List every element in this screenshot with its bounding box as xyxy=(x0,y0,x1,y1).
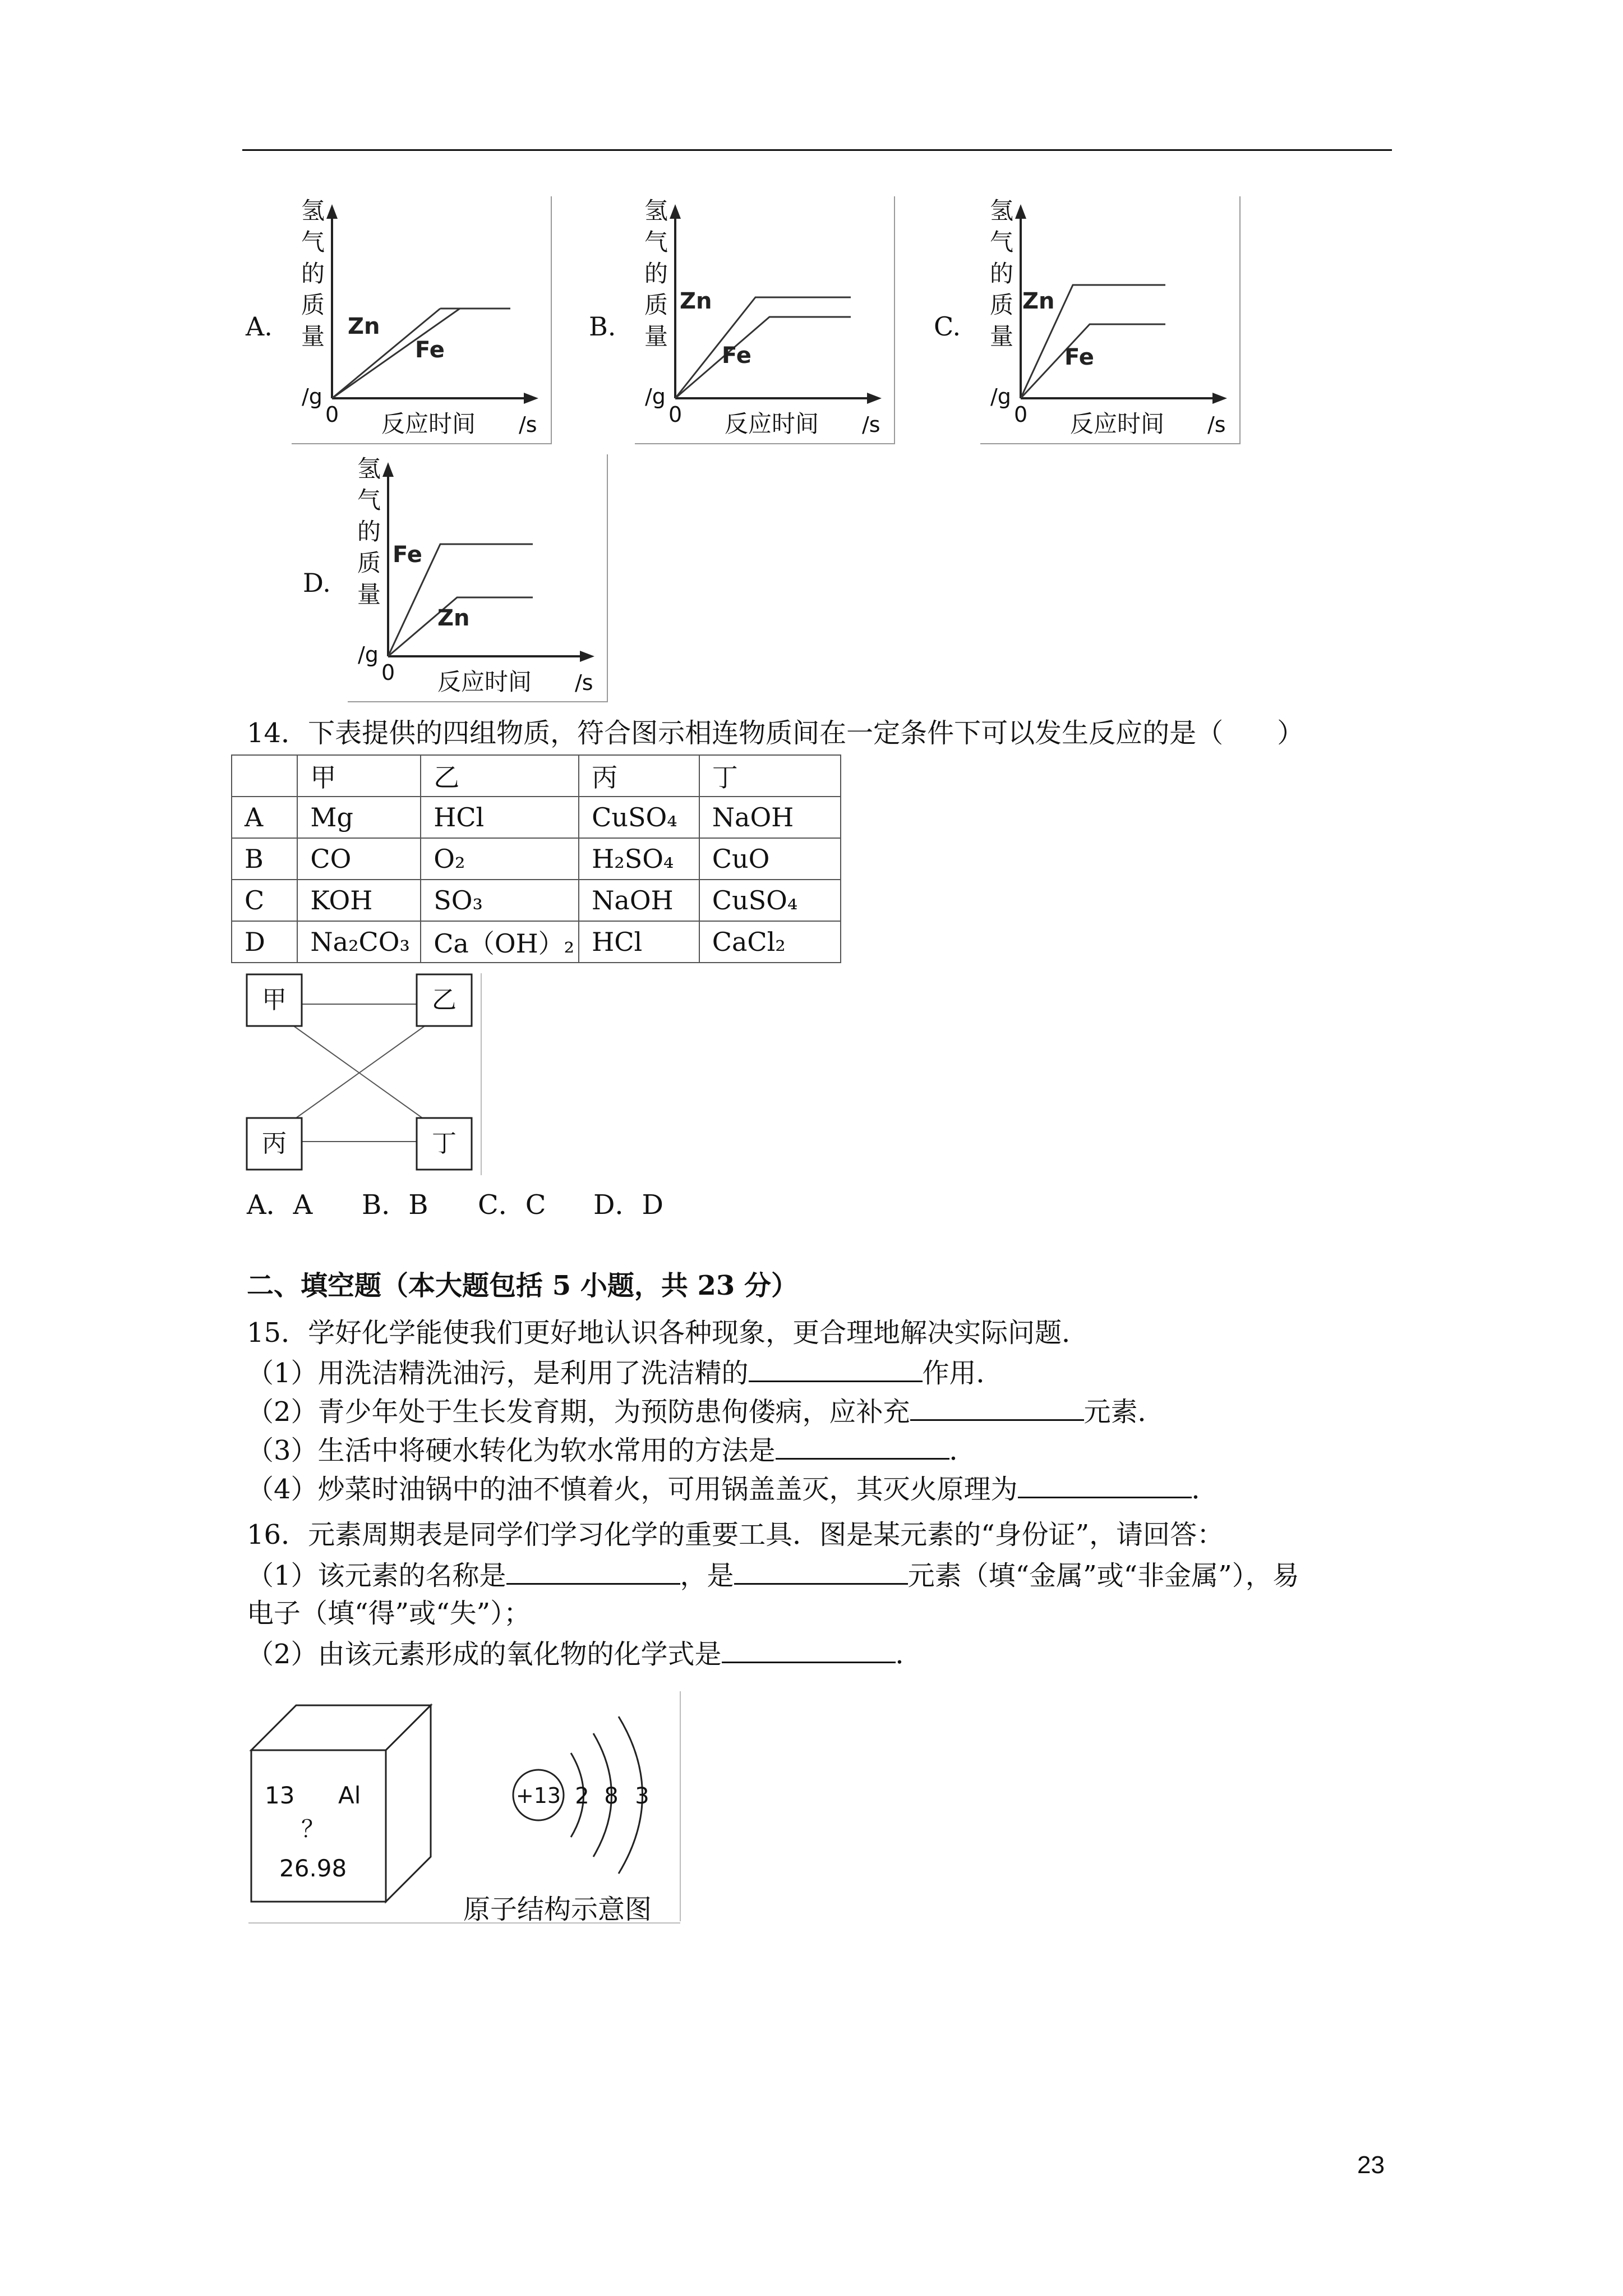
table-cell: H₂SO₄ xyxy=(579,838,699,880)
y-axis-arrow xyxy=(382,462,394,477)
table-cell: Ca（OH）₂ xyxy=(421,921,579,963)
table-cell: CuO xyxy=(699,838,841,880)
answer-blank[interactable] xyxy=(749,1355,923,1382)
table-row xyxy=(232,921,841,963)
graph-c xyxy=(980,196,1249,449)
y-axis-label-char: 氢 xyxy=(357,455,381,482)
graph-axes xyxy=(357,455,594,696)
q15-part3-tail: ． xyxy=(949,1435,976,1466)
table-header-cell xyxy=(232,755,297,797)
atomic-number: 13 xyxy=(265,1782,295,1809)
y-axis-label-char: 氢 xyxy=(644,197,668,224)
element-symbol: Al xyxy=(338,1782,361,1809)
table-header-cell: 丁 xyxy=(699,755,841,797)
graph-axes xyxy=(990,197,1227,438)
table-cell: CuSO₄ xyxy=(579,797,699,838)
table-cell: KOH xyxy=(297,880,421,921)
table-cell: A xyxy=(232,797,297,838)
y-axis-label-char: 量 xyxy=(301,323,325,350)
y-axis-arrow xyxy=(1015,204,1026,219)
table-cell: NaOH xyxy=(699,797,841,838)
q15-part1 xyxy=(247,1355,1003,1390)
y-axis-unit: /g xyxy=(645,384,666,409)
x-axis-unit: /s xyxy=(519,412,537,437)
q16-part2-tail: ． xyxy=(895,1639,923,1670)
x-axis-label: 反应时间 xyxy=(437,668,532,696)
y-axis-label-char: 量 xyxy=(644,323,668,350)
y-axis-label-char: 的 xyxy=(357,518,381,545)
graph-b xyxy=(635,196,904,449)
fe-label: Fe xyxy=(722,343,751,369)
y-axis-label-char: 的 xyxy=(644,260,668,287)
x-axis-arrow xyxy=(580,651,594,662)
q14-option-a: A．A xyxy=(247,1189,313,1221)
option-b-label: B. xyxy=(589,311,616,342)
answer-blank[interactable] xyxy=(722,1636,896,1663)
table-cell: C xyxy=(232,880,297,921)
y-axis-label-char: 质 xyxy=(644,291,668,319)
table-row xyxy=(232,838,841,880)
graph-a xyxy=(292,196,561,449)
zn-label: Zn xyxy=(1022,288,1055,314)
q15-part1-text: （1）用洗洁精洗油污，是利用了洗洁精的 xyxy=(247,1358,749,1389)
y-axis-arrow xyxy=(326,204,338,219)
label-jia: 甲 xyxy=(262,986,287,1014)
x-axis-unit: /s xyxy=(1207,412,1226,437)
option-a-label: A. xyxy=(246,311,273,342)
q16-part1-cont: 电子（填“得”或“失”）； xyxy=(247,1598,531,1629)
origin-label: 0 xyxy=(668,402,683,427)
origin-label: 0 xyxy=(381,660,395,685)
answer-blank[interactable] xyxy=(734,1557,908,1585)
q14-option-d: D．D xyxy=(593,1189,663,1221)
q16-part1 xyxy=(247,1557,1299,1593)
x-axis-unit: /s xyxy=(862,412,880,437)
option-d-label: D. xyxy=(303,568,331,598)
y-axis-label-char: 质 xyxy=(357,549,381,577)
table-header-cell: 丙 xyxy=(579,755,699,797)
q15-part3 xyxy=(247,1432,976,1467)
table-cell: Na₂CO₃ xyxy=(297,921,421,963)
table-header-row xyxy=(232,755,841,797)
table-row xyxy=(232,797,841,838)
fe-label: Fe xyxy=(393,542,422,568)
q16-part1-text: （1）该元素的名称是 xyxy=(247,1560,506,1591)
y-axis-label-char: 氢 xyxy=(989,197,1014,224)
q16-part1-text-b: ，是 xyxy=(680,1560,734,1591)
q16-stem: 16．元素周期表是同学们学习化学的重要工具．图是某元素的“身份证”，请回答： xyxy=(247,1519,1224,1550)
section-heading: 二、填空题（本大题包括 5 小题，共 23 分） xyxy=(247,1270,799,1301)
shell-electrons-1: 2 xyxy=(575,1783,589,1809)
y-axis-label-char: 气 xyxy=(644,228,668,256)
q15-part2-tail: 元素． xyxy=(1083,1396,1165,1428)
table-cell: CO xyxy=(297,838,421,880)
element-cube xyxy=(251,1705,431,1902)
q15-part2-text: （2）青少年处于生长发育期，为预防患佝偻病，应补充 xyxy=(247,1396,910,1428)
y-axis-label-char: 的 xyxy=(301,260,325,287)
header-rule xyxy=(242,149,1392,151)
option-c-label: C. xyxy=(934,311,961,342)
q16-part2 xyxy=(247,1636,923,1671)
zn-label: Zn xyxy=(437,605,470,631)
q16-part1-text-c: 元素（填“金属”或“非金属”），易 xyxy=(907,1560,1299,1591)
zn-label: Zn xyxy=(680,288,712,314)
answer-blank[interactable] xyxy=(776,1432,949,1460)
table-header-cell: 甲 xyxy=(297,755,421,797)
q15-part2 xyxy=(247,1393,1165,1429)
y-axis-label-char: 气 xyxy=(357,486,381,514)
label-ding: 丁 xyxy=(432,1129,457,1158)
y-axis-label-char: 量 xyxy=(989,323,1014,350)
fe-label: Fe xyxy=(415,337,445,363)
x-axis-arrow xyxy=(867,393,882,404)
table-row xyxy=(232,880,841,921)
x-axis-label: 反应时间 xyxy=(1070,410,1165,438)
fe-label: Fe xyxy=(1064,344,1094,370)
q14-table xyxy=(231,754,841,963)
y-axis-label-char: 气 xyxy=(301,228,325,256)
x-axis-arrow xyxy=(524,393,538,404)
q15-part1-tail: 作用． xyxy=(922,1358,1003,1389)
table-cell: D xyxy=(232,921,297,963)
q15-part3-text: （3）生活中将硬水转化为软水常用的方法是 xyxy=(247,1435,776,1466)
y-axis-label-char: 质 xyxy=(301,291,325,319)
nuclear-charge: +13 xyxy=(515,1783,561,1808)
origin-label: 0 xyxy=(1014,402,1028,427)
y-axis-label-char: 气 xyxy=(989,228,1014,256)
y-axis-arrow xyxy=(670,204,681,219)
table-cell: CaCl₂ xyxy=(699,921,841,963)
graph-axes xyxy=(301,197,538,438)
y-axis-label-char: 质 xyxy=(989,291,1014,319)
atom-caption: 原子结构示意图 xyxy=(463,1894,652,1925)
x-axis-label: 反应时间 xyxy=(725,410,819,438)
atom-structure xyxy=(513,1717,649,1874)
y-axis-unit: /g xyxy=(302,384,322,409)
origin-label: 0 xyxy=(325,402,339,427)
table-cell: B xyxy=(232,838,297,880)
q15-part4-tail: ． xyxy=(1191,1474,1219,1505)
table-cell: HCl xyxy=(421,797,579,838)
fe-curve xyxy=(675,317,851,398)
zn-label: Zn xyxy=(348,314,380,339)
answer-blank[interactable] xyxy=(506,1557,680,1585)
table-cell: O₂ xyxy=(421,838,579,880)
label-yi: 乙 xyxy=(432,986,457,1014)
atomic-mass: 26.98 xyxy=(279,1855,347,1882)
q14-stem: 14．下表提供的四组物质，符合图示相连物质间在一定条件下可以发生反应的是（ ） xyxy=(247,717,1304,749)
table-cell: SO₃ xyxy=(421,880,579,921)
q15-stem: 15．学好化学能使我们更好地认识各种现象，更合理地解决实际问题． xyxy=(247,1317,1089,1349)
q14-option-b: B．B xyxy=(362,1189,428,1221)
q15-part4 xyxy=(247,1471,1219,1506)
table-cell: NaOH xyxy=(579,880,699,921)
q14-option-c: C．C xyxy=(478,1189,546,1221)
y-axis-label-char: 量 xyxy=(357,581,381,608)
x-axis-arrow xyxy=(1212,393,1227,404)
table-header-cell: 乙 xyxy=(421,755,579,797)
shell-electrons-3: 3 xyxy=(635,1783,649,1809)
table-cell: HCl xyxy=(579,921,699,963)
x-axis-label: 反应时间 xyxy=(381,410,476,438)
element-name: ？ xyxy=(301,1815,325,1843)
element-figure xyxy=(246,1691,689,1932)
y-axis-label-char: 的 xyxy=(989,260,1014,287)
y-axis-unit: /g xyxy=(358,642,379,667)
q15-part4-text: （4）炒菜时油锅中的油不慎着火，可用锅盖盖灭，其灭火原理为 xyxy=(247,1474,1018,1505)
y-axis-unit: /g xyxy=(990,384,1011,409)
shell-electrons-2: 8 xyxy=(604,1783,619,1809)
table-cell: Mg xyxy=(297,797,421,838)
q16-part2-text: （2）由该元素形成的氧化物的化学式是 xyxy=(247,1639,722,1670)
graph-d xyxy=(348,454,617,707)
reaction-diagram xyxy=(246,973,487,1178)
table-cell: CuSO₄ xyxy=(699,880,841,921)
answer-blank[interactable] xyxy=(910,1393,1084,1421)
page-number: 23 xyxy=(1357,2151,1385,2179)
x-axis-unit: /s xyxy=(575,670,593,695)
label-bing: 丙 xyxy=(262,1129,287,1158)
y-axis-label-char: 氢 xyxy=(301,197,325,224)
answer-blank[interactable] xyxy=(1018,1471,1192,1498)
